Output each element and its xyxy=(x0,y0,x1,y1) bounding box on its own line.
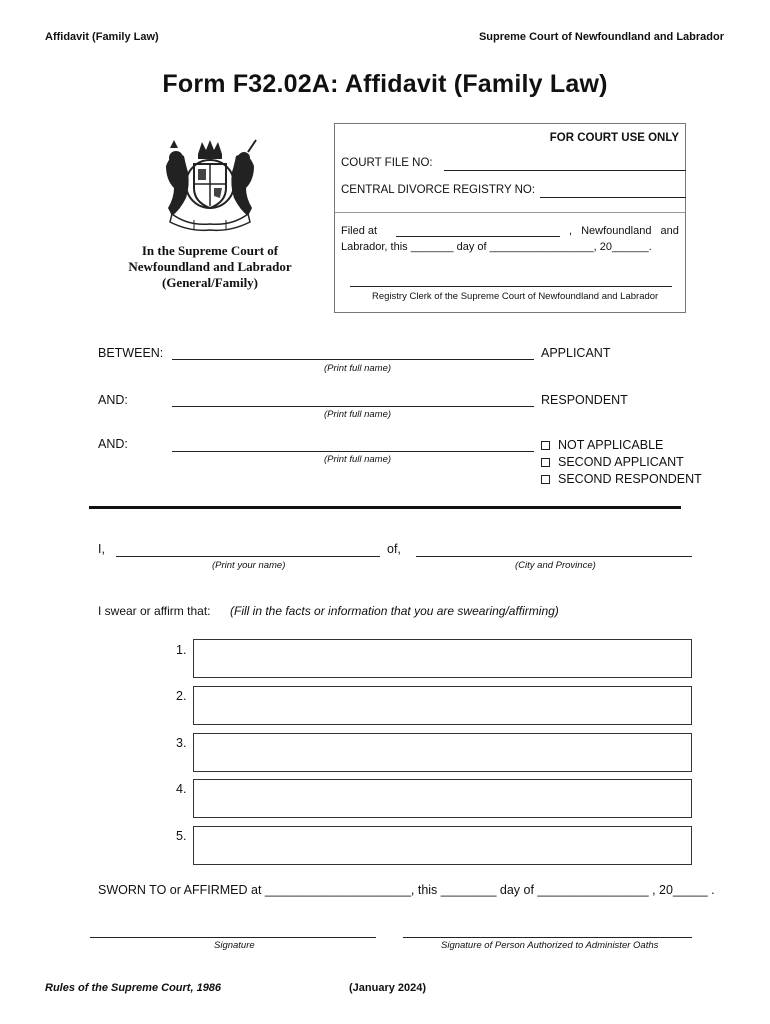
respondent-name-field[interactable] xyxy=(172,406,534,407)
fact-input-2[interactable] xyxy=(193,686,692,725)
option-second-applicant[interactable]: SECOND APPLICANT xyxy=(541,454,702,471)
filed-province-label: , Newfoundland and xyxy=(569,225,679,237)
option-not-applicable[interactable]: NOT APPLICABLE xyxy=(541,437,702,454)
third-party-options xyxy=(541,437,702,488)
court-name-line3: (General/Family) xyxy=(161,275,259,290)
deponent-city-field[interactable] xyxy=(416,556,692,557)
court-file-no-field[interactable] xyxy=(444,170,686,171)
deponent-name-hint: (Print your name) xyxy=(212,560,286,571)
third-party-print-hint: (Print full name) xyxy=(324,454,392,465)
court-name-line2: Newfoundland and Labrador xyxy=(128,259,292,274)
header-left: Affidavit (Family Law) xyxy=(45,31,159,43)
footer-rules: Rules of the Supreme Court, 1986 xyxy=(45,982,222,994)
registry-clerk-signature-line[interactable] xyxy=(350,286,672,287)
court-box-divider xyxy=(335,212,685,213)
page-title: Form F32.02A: Affidavit (Family Law) xyxy=(162,70,608,98)
divorce-registry-field[interactable] xyxy=(540,197,686,198)
checkbox-icon[interactable] xyxy=(541,458,550,467)
and-label-1: AND: xyxy=(98,393,128,407)
sworn-statement: SWORN TO or AFFIRMED at _____________________, this ________ day of ________________ , 20_____ . xyxy=(98,883,715,897)
and-label-2: AND: xyxy=(98,437,128,451)
deponent-of-label: of, xyxy=(387,542,401,556)
fact-number-3: 3. xyxy=(176,736,187,750)
checkbox-icon[interactable] xyxy=(541,475,550,484)
respondent-label: RESPONDENT xyxy=(541,393,628,407)
court-file-no-label: COURT FILE NO: xyxy=(341,157,433,169)
registry-clerk-label: Registry Clerk of the Supreme Court of Newfoundland and Labrador xyxy=(372,291,659,302)
coat-of-arms-emblem xyxy=(158,136,262,232)
swear-instruction: (Fill in the facts or information that you are swearing/affirming) xyxy=(230,604,559,618)
deponent-name-field[interactable] xyxy=(116,556,380,557)
filed-at-label: Filed at xyxy=(341,225,378,237)
filed-at-field[interactable] xyxy=(396,236,560,237)
header-right: Supreme Court of Newfoundland and Labrador xyxy=(478,31,724,43)
commissioner-signature-label: Signature of Person Authorized to Administer Oaths xyxy=(441,940,659,951)
fact-number-2: 2. xyxy=(176,689,187,703)
checkbox-icon[interactable] xyxy=(541,441,550,450)
fact-number-1: 1. xyxy=(176,643,187,657)
fact-input-5[interactable] xyxy=(193,826,692,865)
commissioner-signature-line[interactable] xyxy=(403,937,692,938)
deponent-i-label: I, xyxy=(98,542,105,556)
fact-input-1[interactable] xyxy=(193,639,692,678)
deponent-signature-label: Signature xyxy=(214,940,255,951)
third-party-name-field[interactable] xyxy=(172,451,534,452)
fact-number-5: 5. xyxy=(176,829,187,843)
fact-input-4[interactable] xyxy=(193,779,692,818)
court-name-line1: In the Supreme Court of xyxy=(141,243,279,258)
divorce-registry-label: CENTRAL DIVORCE REGISTRY NO: xyxy=(341,184,536,196)
applicant-name-field[interactable] xyxy=(172,359,534,360)
fact-number-4: 4. xyxy=(176,782,187,796)
court-use-box xyxy=(334,123,686,313)
option-second-respondent[interactable]: SECOND RESPONDENT xyxy=(541,471,702,488)
footer-date: (January 2024) xyxy=(349,982,427,994)
deponent-city-hint: (City and Province) xyxy=(515,560,596,571)
fact-input-3[interactable] xyxy=(193,733,692,772)
applicant-print-hint: (Print full name) xyxy=(324,363,392,374)
court-name xyxy=(108,243,312,291)
court-use-only-label: FOR COURT USE ONLY xyxy=(549,132,679,144)
swear-label: I swear or affirm that: xyxy=(98,604,211,618)
filed-date-line: Labrador, this _______ day of _________________, 20______. xyxy=(341,241,652,253)
applicant-label: APPLICANT xyxy=(541,346,611,360)
deponent-signature-line[interactable] xyxy=(90,937,376,938)
section-divider xyxy=(89,506,681,509)
between-label: BETWEEN: xyxy=(98,346,164,360)
respondent-print-hint: (Print full name) xyxy=(324,409,392,420)
